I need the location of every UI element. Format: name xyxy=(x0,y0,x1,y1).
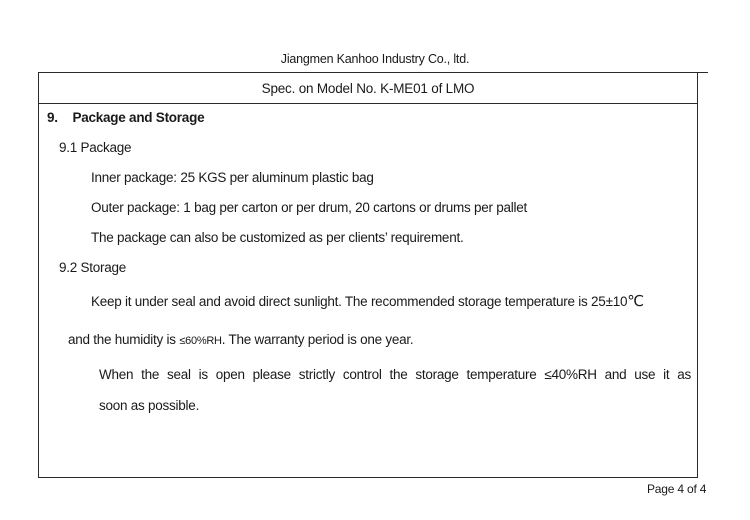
section-heading xyxy=(47,110,204,125)
warranty-text: . The warranty period is one year. xyxy=(221,332,414,347)
humidity-warranty-text xyxy=(68,332,413,347)
open-seal-text: When the seal is open please strictly control the storage temperature ≤40%RH and use it as xyxy=(99,367,691,382)
spec-title-row xyxy=(39,73,697,104)
section-number: 9. xyxy=(47,110,58,125)
section-content xyxy=(39,104,697,477)
storage-text-main: Keep it under seal and avoid direct sunlight. The recommended storage temperature is 25±10 xyxy=(91,294,628,309)
section-title: Package and Storage xyxy=(72,110,205,125)
storage-temperature-text xyxy=(91,292,644,310)
subsection-package-heading: 9.1 Package xyxy=(59,140,132,155)
humidity-pre: and the humidity is xyxy=(68,332,180,347)
celsius-unit: ℃ xyxy=(627,293,644,310)
company-name: Jiangmen Kanhoo Industry Co., ltd. xyxy=(280,52,470,66)
page-number: Page 4 of 4 xyxy=(647,482,707,496)
subsection-storage-heading: 9.2 Storage xyxy=(59,260,127,275)
humidity-value: ≤60%RH xyxy=(179,335,222,347)
spec-table xyxy=(38,73,698,478)
outer-package-text: Outer package: 1 bag per carton or per drum, 20 cartons or drums per pallet xyxy=(91,200,527,215)
custom-package-text: The package can also be customized as per clients’ requirement. xyxy=(91,230,464,245)
inner-package-text: Inner package: 25 KGS per aluminum plastic bag xyxy=(91,170,374,185)
spec-title: Spec. on Model No. K-ME01 of LMO xyxy=(261,80,475,96)
open-seal-text-cont: soon as possible. xyxy=(99,398,200,413)
